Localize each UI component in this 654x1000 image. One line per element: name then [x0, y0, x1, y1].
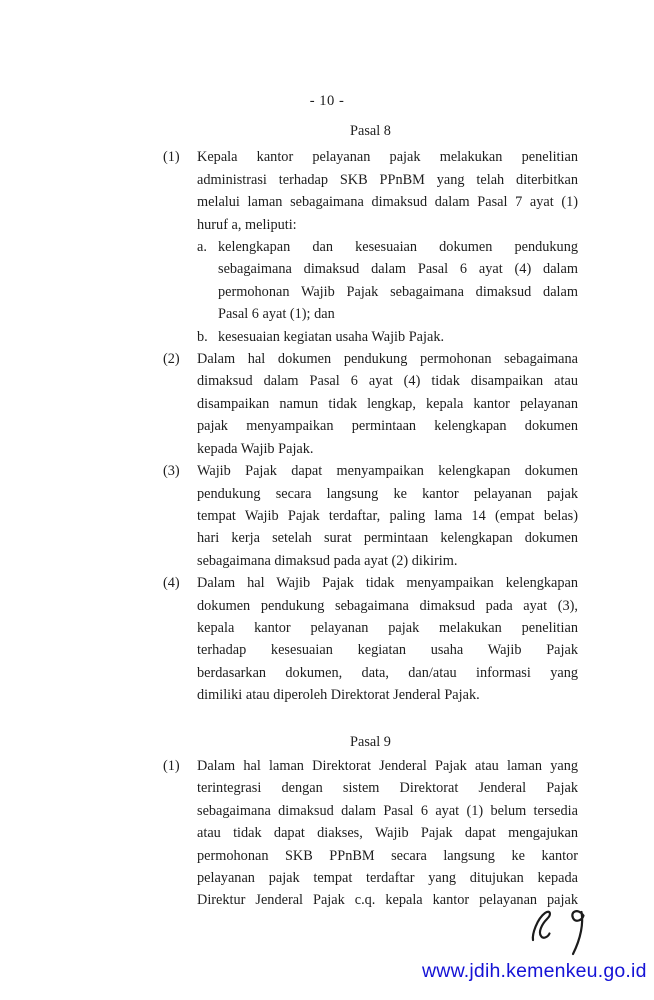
subitem-body [218, 326, 578, 348]
text-line: huruf a, meliputi: [197, 216, 297, 233]
text-line: melalui laman sebagaimana dimaksud dalam Pasal 7 ayat (1) [197, 194, 578, 211]
initial-stroke-left [533, 912, 550, 940]
text-line: kepala kantor pelayanan pajak melakukan penelitian [197, 619, 578, 636]
item-body [197, 348, 578, 460]
document-body [163, 120, 578, 912]
item-body [197, 460, 578, 572]
text-line: kepada Wajib Pajak. [197, 440, 314, 457]
handwritten-initials [517, 906, 603, 958]
text-line: sebagaimana dimaksud dalam Pasal 6 ayat (1) belum tersedia [197, 802, 578, 819]
text-line: disampaikan namun tidak lengkap, kepala kantor pelayanan [197, 395, 578, 412]
item-number: (4) [163, 575, 180, 592]
section [163, 120, 578, 707]
text-line: Pasal 6 ayat (1); dan [218, 306, 335, 323]
initial-stroke-right [572, 911, 583, 954]
text-line: administrasi terhadap SKB PPnBM yang telah diterbitkan [197, 171, 578, 188]
list-item [163, 146, 578, 348]
text-line: Dalam hal laman Direktorat Jenderal Pajak atau laman yang [197, 757, 578, 774]
list-item [163, 348, 578, 460]
text-line: Kepala kantor pelayanan pajak melakukan penelitian [197, 149, 578, 166]
text-line: pajak menyampaikan permintaan kelengkapan dokumen [197, 418, 578, 435]
text-line: terhadap kesesuaian kegiatan usaha Wajib Pajak [197, 642, 578, 659]
text-line: sebagaimana dimaksud dalam Pasal 6 ayat (4) dalam [218, 261, 578, 278]
text-line: dimaksud dalam Pasal 6 ayat (4) tidak disampaikan atau [197, 373, 578, 390]
sub-list-item [197, 326, 578, 348]
item-number: (1) [163, 149, 180, 166]
text-line: Dalam hal Wajib Pajak tidak menyampaikan kelengkapan [197, 575, 578, 592]
text-line: pendukung secara langsung ke kantor pelayanan pajak [197, 485, 578, 502]
text-line: hari kerja setelah surat permintaan kelengkapan dokumen [197, 530, 578, 547]
item-number: (3) [163, 463, 180, 480]
list-item [163, 755, 578, 912]
item-body [197, 146, 578, 348]
section-heading: Pasal 8 [350, 123, 391, 139]
text-line: kesesuaian kegiatan usaha Wajib Pajak. [218, 328, 445, 345]
page-number: - 10 - [309, 93, 345, 109]
text-line: permohonan Wajib Pajak sebagaimana dimaksud dalam [218, 283, 578, 300]
text-line: permohonan SKB PPnBM secara langsung ke kantor [197, 847, 578, 864]
subitem-letter: a. [197, 239, 207, 256]
footer-link[interactable]: www.jdih.kemenkeu.go.id [422, 960, 647, 982]
text-line: Wajib Pajak dapat menyampaikan kelengkapan dokumen [197, 463, 578, 480]
text-line: tempat Wajib Pajak terdaftar, paling lama 14 (empat belas) [197, 507, 578, 524]
text-line: berdasarkan dokumen, data, dan/atau informasi yang [197, 664, 578, 681]
section-heading: Pasal 9 [350, 733, 391, 750]
text-line: sebagaimana dimaksud pada ayat (2) dikirim. [197, 552, 458, 569]
subitem-body [218, 236, 578, 326]
text-line: kelengkapan dan kesesuaian dokumen pendukung [218, 239, 578, 256]
subitem-letter: b. [197, 328, 208, 345]
list-item [163, 460, 578, 572]
list-item [163, 572, 578, 706]
text-line: pelayanan pajak tempat terdaftar yang ditujukan kepada [197, 870, 578, 886]
text-line: Dalam hal dokumen pendukung permohonan sebagaimana [197, 351, 578, 368]
item-number: (1) [163, 757, 180, 774]
text-line: terintegrasi dengan sistem Direktorat Jenderal Pajak [197, 780, 578, 797]
text-line: Direktur Jenderal Pajak c.q. kepala kantor pelayanan pajak [197, 892, 578, 909]
item-number: (2) [163, 351, 180, 368]
text-line: dimiliki atau diperoleh Direktorat Jenderal Pajak. [197, 687, 480, 704]
text-line: dokumen pendukung sebagaimana dimaksud pada ayat (3), [197, 597, 578, 614]
section [163, 731, 578, 912]
text-line: atau tidak dapat diakses, Wajib Pajak dapat mengajukan [197, 825, 578, 842]
sub-list-item [197, 236, 578, 326]
item-body [197, 755, 578, 912]
item-body [197, 572, 578, 706]
